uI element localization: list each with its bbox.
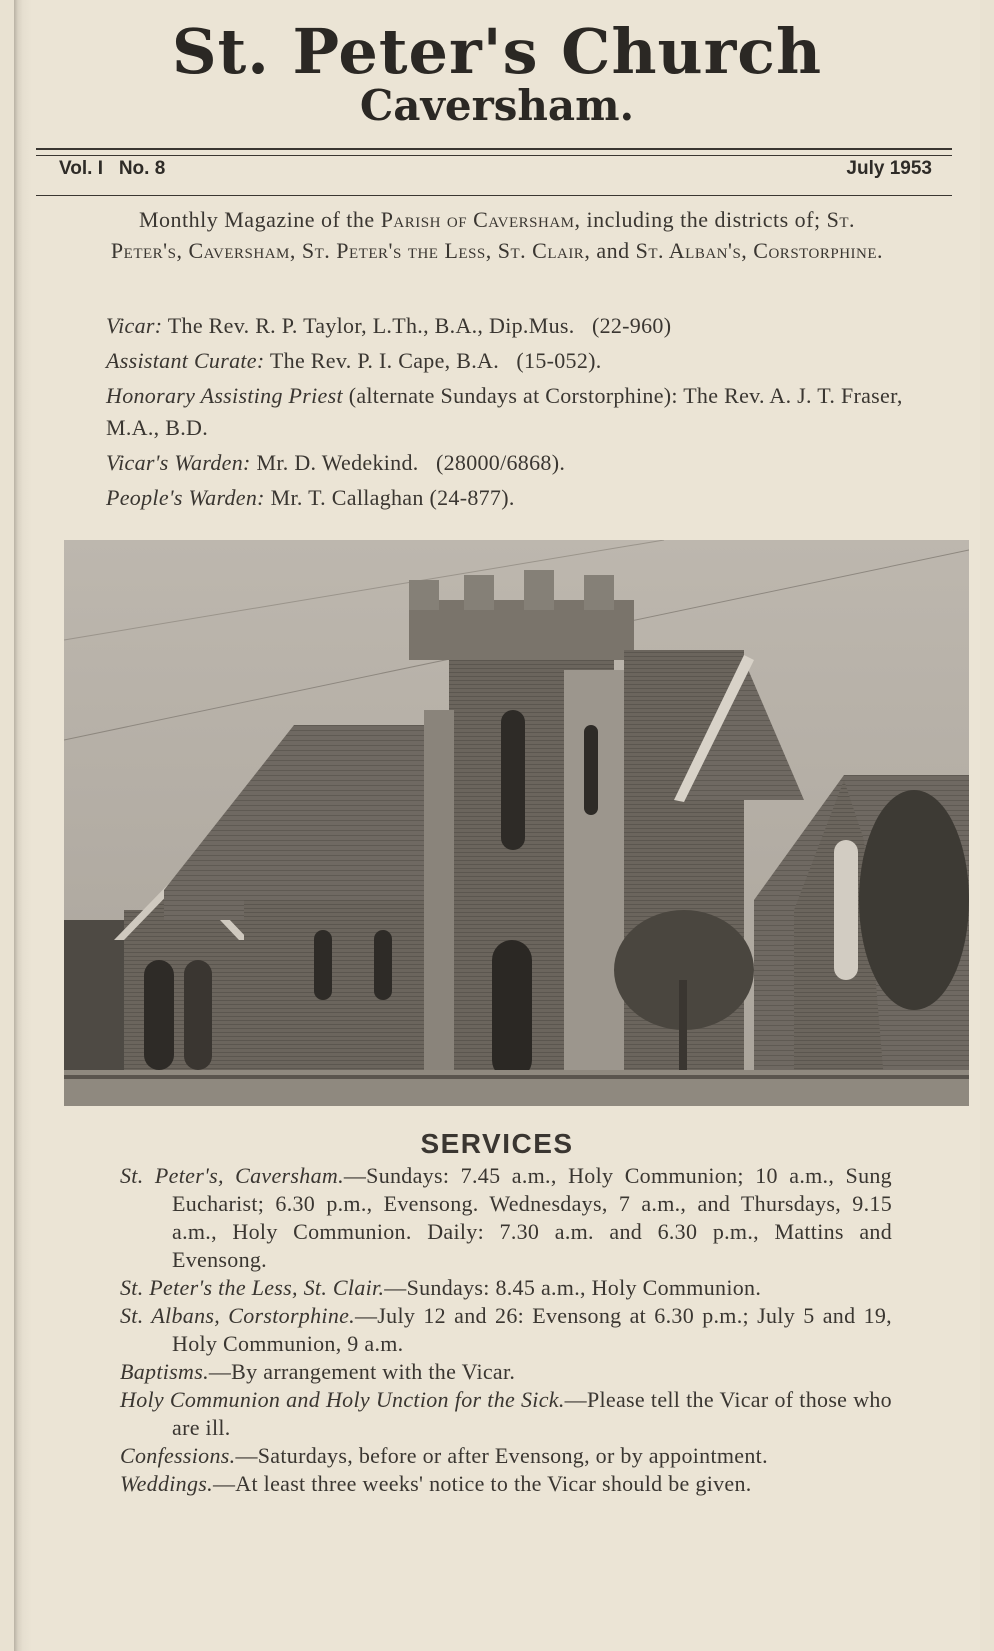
officer-role: Vicar:	[106, 313, 163, 338]
page-edge	[14, 0, 32, 1651]
parish-officers	[106, 310, 940, 517]
volume-number: Vol. I No. 8	[59, 158, 166, 179]
service-text: —Please tell the Vicar of those who are ill.	[172, 1387, 892, 1440]
officer-line	[106, 482, 940, 514]
service-text: —By arrangement with the Vicar.	[208, 1359, 516, 1384]
officer-details: (alternate Sundays at Corstorphine): The Rev. A. J. T. Fraser, M.A., B.D.	[106, 383, 903, 440]
officer-details: The Rev. P. I. Cape, B.A. (15-052).	[264, 348, 602, 373]
service-label: Confessions.	[120, 1443, 236, 1468]
service-label: St. Peter's the Less, St. Clair.	[120, 1275, 385, 1300]
place-name: Caversham.	[359, 81, 635, 130]
officer-role: Assistant Curate:	[106, 348, 265, 373]
service-text: —Saturdays, before or after Evensong, or by appointment.	[235, 1443, 768, 1468]
officer-details: Mr. D. Wedekind. (28000/6868).	[250, 450, 566, 475]
officer-line	[106, 447, 940, 479]
officer-details: The Rev. R. P. Taylor, L.Th., B.A., Dip.Mus. (22-960)	[162, 313, 672, 338]
service-text: —July 12 and 26: Evensong at 6.30 p.m.; July 5 and 19, Holy Communion, 9 a.m.	[172, 1303, 892, 1356]
services-list	[120, 1162, 892, 1498]
church-name: St. Peter's Church	[171, 15, 823, 88]
service-entry	[120, 1162, 892, 1274]
intro-parish: Parish of Caversham	[380, 207, 575, 232]
magazine-page	[14, 0, 980, 1651]
magazine-description	[104, 204, 890, 266]
service-text: —Sundays: 7.45 a.m., Holy Communion; 10 a.m., Sung Eucharist; 6.30 p.m., Evensong. Wednesdays, 7 a.m., and Thursdays, 9.15 a.m., Holy Communion. Daily: 7.30 a.m. and 6.30 p.m., Mattins and Evensong.	[172, 1163, 892, 1272]
service-entry	[120, 1470, 892, 1498]
intro-districts: St. Peter's, Caversham, St. Peter's the Less, St. Clair,	[110, 207, 856, 263]
officer-line	[106, 310, 940, 342]
service-entry	[120, 1358, 892, 1386]
officer-details: Mr. T. Callaghan (24-877).	[264, 485, 515, 510]
double-rule	[36, 148, 952, 156]
service-entry	[120, 1442, 892, 1470]
issue-line	[59, 158, 932, 180]
service-entry	[120, 1386, 892, 1442]
officer-role: People's Warden:	[106, 485, 265, 510]
service-label: Weddings.	[120, 1471, 213, 1496]
service-label: Baptisms.	[120, 1359, 209, 1384]
intro-corstorphine: St. Alban's, Corstorphine.	[635, 238, 884, 263]
intro-text-1: Monthly Magazine of the	[138, 207, 381, 232]
officer-line	[106, 380, 940, 444]
single-rule	[36, 195, 952, 196]
intro-text-3: and	[590, 238, 636, 263]
officer-line	[106, 345, 940, 377]
issue-date: July 1953	[846, 158, 932, 179]
service-text: —Sundays: 8.45 a.m., Holy Communion.	[384, 1275, 762, 1300]
service-entry	[120, 1302, 892, 1358]
officer-role: Honorary Assisting Priest	[106, 383, 343, 408]
service-text: —At least three weeks' notice to the Vicar should be given.	[212, 1471, 752, 1496]
services-heading: SERVICES	[420, 1128, 574, 1159]
church-photograph	[64, 540, 969, 1106]
intro-text-2: , including the districts of;	[574, 207, 827, 232]
service-label: St. Albans, Corstorphine.	[120, 1303, 355, 1328]
officer-role: Vicar's Warden:	[106, 450, 251, 475]
masthead	[14, 15, 980, 130]
service-entry	[120, 1274, 892, 1302]
service-label: Holy Communion and Holy Unction for the Sick.	[120, 1387, 565, 1412]
service-label: St. Peter's, Caversham.	[120, 1163, 344, 1188]
